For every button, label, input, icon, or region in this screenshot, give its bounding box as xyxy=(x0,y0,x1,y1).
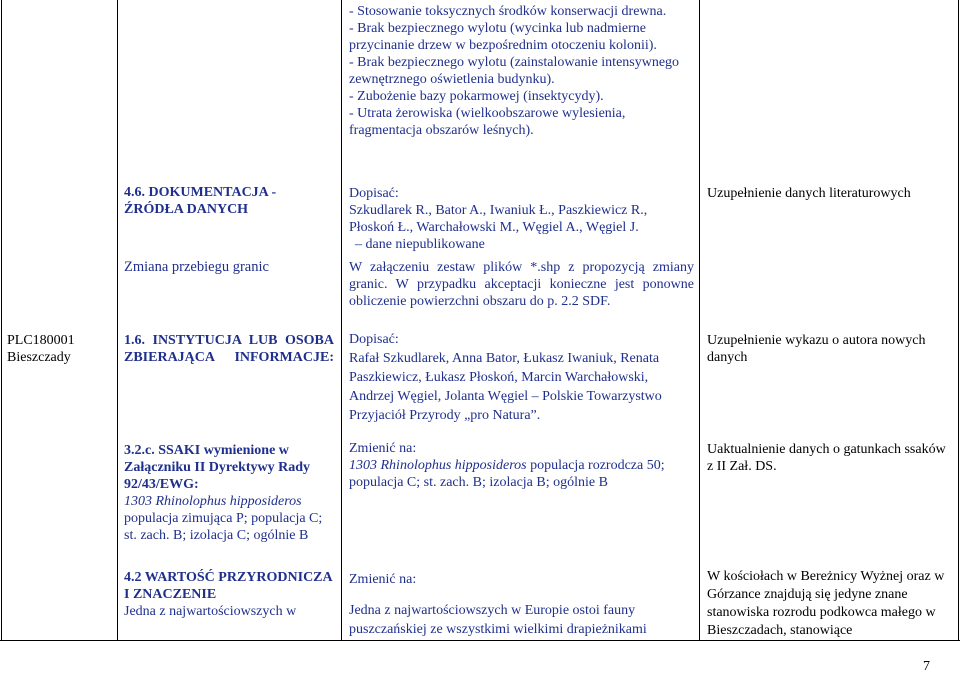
site-code: PLC180001 xyxy=(7,333,75,348)
institution-text: Rafał Szkudlarek, Anna Bator, Łukasz Iwaniuk, Renata Paszkiewicz, Łukasz Płoskoń, Marcin Warchałowski, Andrzej Węgiel, Jolanta Węgiel – Polskie Towarzystwo Przyjaciół Przyrody „pro Natura”. xyxy=(349,351,662,423)
section-1-6-heading-text: 1.6. INSTYTUCJA LUB OSOBA ZBIERAJĄCA INFORMACJE: xyxy=(124,333,334,365)
threat-item: - Utrata żerowiska (wielkoobszarowe wylesienia, fragmentacja obszarów leśnych). xyxy=(349,106,626,138)
section-4-6-heading: 4.6. DOKUMENTACJA - ŹRÓDŁA DANYCH xyxy=(124,185,277,217)
mammals-text xyxy=(349,457,694,491)
institution-addition xyxy=(349,330,694,425)
section-3-2-c-population: populacja zimująca P; populacja C; st. zach. B; izolacja C; ogólnie B xyxy=(124,511,323,543)
section-border-change-heading: Zmiana przebiegu granic xyxy=(124,259,269,275)
page-number: 7 xyxy=(923,659,930,674)
value-text: Jedna z najwartościowszych w Europie ostoi fauny puszczańskiej ze wszystkimi wielkimi drapieżnikami xyxy=(349,603,647,637)
mammals-label: Zmienić na: xyxy=(349,441,417,456)
documentation-authors: Szkudlarek R., Bator A., Iwaniuk Ł., Paszkiewicz R., Płoskoń Ł., Warchałowski M., Węgiel A., Węgiel J. xyxy=(349,203,648,235)
threat-item: - Zubożenie bazy pokarmowej (insektycydy). xyxy=(349,89,604,104)
table-border-bottom xyxy=(0,640,960,641)
documentation-addition xyxy=(349,185,694,253)
mammals-population: populacja rozrodcza 50; populacja C; st. zach. B; izolacja B; ogólnie B xyxy=(349,458,665,490)
documentation-note: – dane niepublikowane xyxy=(355,237,485,252)
section-3-2-c-species: 1303 Rhinolophus hipposideros xyxy=(124,494,302,509)
justification-mammals: Uaktualnienie danych o gatunkach ssaków z II Zał. DS. xyxy=(707,442,946,474)
justification-literature: Uzupełnienie danych literaturowych xyxy=(707,186,911,201)
threats-list xyxy=(349,3,694,139)
threat-item: - Brak bezpiecznego wylotu (zainstalowanie intensywnego zewnętrznego oświetlenia budynku). xyxy=(349,55,680,87)
justification-authors: Uzupełnienie wykazu o autora nowych danych xyxy=(707,333,926,365)
institution-label: Dopisać: xyxy=(349,332,399,347)
mammals-species: 1303 Rhinolophus hipposideros xyxy=(349,458,527,473)
section-3-2-c xyxy=(124,442,334,544)
section-3-2-c-heading: 3.2.c. SSAKI wymienione w Załączniku II Dyrektywy Rady 92/43/EWG: xyxy=(124,443,311,492)
table-border-left xyxy=(1,0,2,640)
section-4-2-heading: 4.2 WARTOŚĆ PRZYRODNICZA I ZNACZENIE xyxy=(124,570,332,602)
table-divider-1 xyxy=(117,0,118,640)
table-divider-2 xyxy=(341,0,342,640)
table-divider-3 xyxy=(699,0,700,640)
value-change xyxy=(349,570,694,639)
site-id-cell xyxy=(7,332,115,366)
section-1-6-heading xyxy=(124,332,334,366)
section-4-2 xyxy=(124,569,334,620)
documentation-label: Dopisać: xyxy=(349,186,399,201)
value-label: Zmienić na: xyxy=(349,572,417,587)
threat-item: - Stosowanie toksycznych środków konserwacji drewna. xyxy=(349,4,667,19)
threat-item: - Brak bezpiecznego wylotu (wycinka lub nadmierne przycinanie drzew w bezpośrednim otoczeniu kolonii). xyxy=(349,21,657,53)
justification-value: W kościołach w Bereżnicy Wyżnej oraz w Górzance znajdują się jedyne znane stanowiska rozrodu podkowca małego w Bieszczadach, stanowiące xyxy=(707,569,945,638)
site-name: Bieszczady xyxy=(7,350,71,365)
mammals-change xyxy=(349,440,694,491)
border-change-text: W załączeniu zestaw plików *.shp z propozycją zmiany granic. W przypadku akceptacji konieczne jest ponowne obliczenie powierzchni obszaru do p. 2.2 SDF. xyxy=(349,260,694,309)
table-border-right xyxy=(958,0,959,640)
section-4-2-text: Jedna z najwartościowszych w xyxy=(124,604,297,619)
